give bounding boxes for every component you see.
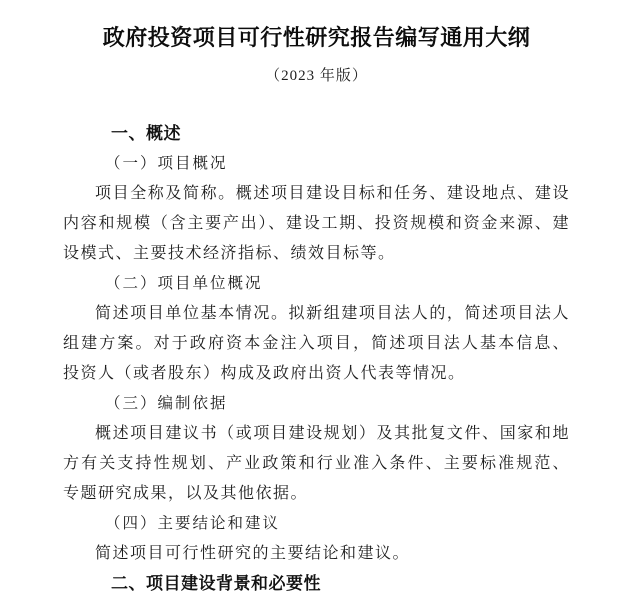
body-paragraph: 项目全称及简称。概述项目建设目标和任务、建设地点、建设内容和规模（含主要产出）、建设工期、投资规模和资金来源、建设模式、主要技术经济指标、绩效目标等。 xyxy=(63,185,570,262)
subsection-heading: （一）项目概况 xyxy=(105,155,228,172)
body-paragraph: 简述项目单位基本情况。拟新组建项目法人的，简述项目法人组建方案。对于政府资本金注入项目，简述项目法人基本信息、投资人（或者股东）构成及政府出资人代表等情况。 xyxy=(63,305,570,382)
section-heading: 一、概述 xyxy=(111,124,181,143)
body-paragraph: 简述项目可行性研究的主要结论和建议。 xyxy=(95,545,411,562)
document-title: 政府投资项目可行性研究报告编写通用大纲 xyxy=(102,25,531,50)
subsection-heading: （二）项目单位概况 xyxy=(105,275,263,292)
section-heading: 二、项目建设背景和必要性 xyxy=(111,574,321,593)
document-subtitle: （2023 年版） xyxy=(265,68,368,84)
document-body xyxy=(63,119,570,599)
body-paragraph: 概述项目建议书（或项目建设规划）及其批复文件、国家和地方有关支持性规划、产业政策和行业准入条件、主要标准规范、专题研究成果，以及其他依据。 xyxy=(63,425,570,502)
subsection-heading: （四）主要结论和建议 xyxy=(105,515,281,532)
subsection-heading: （三）编制依据 xyxy=(105,395,228,412)
